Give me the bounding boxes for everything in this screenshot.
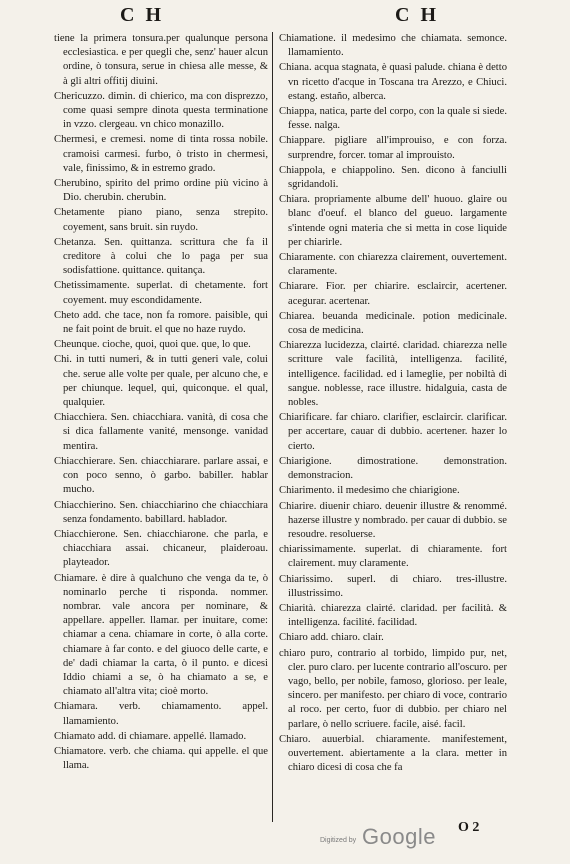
- dictionary-entry: Chiamare. è dire à qualchuno che venga da te, ò nominarlo perche ti risponda. nommer. nombrar. vale ancora per nominare, & appellare. appeller. llamar. per inuitare, come: chiamar a cena. chiamare in corte, ò alla corte. chiamare à far conto. e del giuoco delle carte, e de' dadi chiamar la carta, ò il punto. e dicesi Iddio chiami a se, ò ha chiamato a se, e chiamato all'altra vita; cioè morto.: [54, 572, 268, 698]
- dictionary-entry: Chiacchiera. Sen. chiacchiara. vanità, di cosa che si dica fallamente vanité, mensonge. vanidad mentira.: [54, 412, 268, 452]
- dictionary-entry: Chiarezza lucidezza, clairté. claridad. chiarezza nelle scritture vale facilità, intelligenza. facilité, intelligence. facilidad. ed i lameglie, per nobiltà di sangue. noblesse, race illustre. hidalguia, casta de nobles.: [279, 340, 507, 409]
- dictionary-entry: Chiarità. chiarezza clairté. claridad. per facilità. & intelligenza. facilité. facilidad.: [279, 602, 507, 629]
- dictionary-entry: Chetissimamente. superlat. di chetamente. fort coyement. muy escondidamente.: [54, 280, 268, 306]
- dictionary-entry: Chiarea. beuanda medicinale. potion medicinale. cosa de medicina.: [279, 310, 507, 337]
- digitization-watermark: [320, 826, 460, 856]
- dictionary-entry: Chiappa, natica, parte del corpo, con la quale si siede. fesse. nalga.: [279, 106, 507, 132]
- dictionary-entry: Cheunque. cioche, quoi, quoi que. que, lo que.: [54, 339, 251, 351]
- dictionary-entry: Chetanza. Sen. quittanza. scrittura che fa il creditore à colui che lo paga per sua sodisfattione. quittance. quitança.: [54, 236, 268, 277]
- column-divider: [272, 32, 273, 822]
- dictionary-entry: Chiappola, e chiappolino. Sen. dicono à fanciulli sgridandoli.: [279, 164, 507, 191]
- dictionary-entry: Cherubino, spirito del primo ordine più vicino à Dio. cherubin. cherubin.: [54, 178, 268, 204]
- dictionary-entry: tiene la primera tonsura.per qualunque persona ecclesiastica. e per quegli che, senz' hauer alcun ordine, ò tonsura, serue in chiesa alle messe, & à gli altri offitij diuini.: [54, 33, 268, 87]
- header-left: C H: [120, 4, 164, 26]
- dictionary-entry: Chiacchierone. Sen. chiacchiarone. che parla, e chiacchiara assai. chicaneur, plaideroau. playteador.: [54, 528, 268, 569]
- dictionary-entry: Chiarare. Fior. per chiarire. esclaircir, acertener. acegurar. acertenar.: [279, 281, 507, 307]
- dictionary-entry: Chiacchierare. Sen. chiacchiarare. parlare assai, e con poco senno, ò garbo. babiller. hablar mucho.: [54, 455, 268, 496]
- header-right: C H: [395, 4, 439, 26]
- dictionary-entry: Chiappare. pigliare all'improuiso, e con forza. surprendre, forcer. tomar al improuisto.: [279, 135, 507, 161]
- dictionary-entry: Chiarificare. far chiaro. clarifier, esclaircir. clarificar. per accertare, cauar di dubbio. acertener. hazer lo cierto.: [279, 412, 507, 452]
- dictionary-entry: Chiarigione. dimostratione. demonstration. demonstracion.: [279, 455, 507, 482]
- dictionary-entry: Chiacchierino. Sen. chiacchiarino che chiacchiara senza fondamento. babillard. hablador.: [54, 499, 268, 525]
- dictionary-entry: Chiarissimo. superl. di chiaro. tres-illustre. illustrissimo.: [279, 573, 507, 599]
- left-column: [54, 32, 268, 774]
- running-header: [0, 4, 570, 30]
- dictionary-entry: Chermesi, e cremesi. nome di tinta rossa nobile. cramoisi carmesi. furbo, ò tristo in chermesi, vale, finissimo, & in estremo grado.: [54, 134, 268, 174]
- google-logo: Google: [362, 824, 436, 849]
- dictionary-entry: Chiana. acqua stagnata, è quasi palude. chiana è detto vn ricetto d'acque in Toscana tra Arezzo, e Chiuci. estang. estaño, alberca.: [279, 62, 507, 102]
- right-column: [279, 32, 507, 776]
- dictionary-entry: Cheto add. che tace, non fa romore. paisible, qui ne fait point de bruit. el que no haze ruydo.: [54, 309, 268, 336]
- dictionary-entry: Chericuzzo. dimin. di chierico, ma con disprezzo, come quasi sempre dinota questa terminatione in vzzo. clergeau. vn chico monazillo.: [54, 90, 268, 131]
- dictionary-entry: Chi. in tutti numeri, & in tutti generi vale, colui che. serue alle volte per quale, per alcuno che, e per chiunque. lequel, qui, quiconque. el qual, qualquier.: [54, 354, 268, 409]
- dictionary-entry: Chiara. propriamente albume dell' huouo. glaire ou blanc d'oeuf. el blanco del gueuo. largamente s'intende ogni materia che si metta in cose liquide per chiarirle.: [279, 194, 507, 248]
- dictionary-entry: Chiamato add. di chiamare. appellé. llamado.: [54, 730, 247, 742]
- dictionary-entry: Chiamatione. il medesimo che chiamata. semonce. llamamiento.: [279, 33, 507, 59]
- dictionary-entry: Chiamatore. verb. che chiama. qui appelle. el que llama.: [54, 745, 268, 772]
- dictionary-entry: Chiarire. diuenir chiaro. deuenir illustre & renommé. hazerse illustre y nombrado. per cauar di dubbio. se resoudre. resoluerse.: [279, 500, 507, 540]
- dictionary-entry: Chiaro add. chiaro. clair.: [279, 632, 384, 644]
- dictionary-entry: Chiaro. auuerbial. chiaramente. manifestement, ouvertement. abiertamente a la clara. metter in chiaro dicesi di cosa che fa: [279, 733, 507, 774]
- dictionary-entry: Chetamente piano piano, senza strepito. coyement, sans bruit. sin ruydo.: [54, 207, 268, 233]
- dictionary-entry: Chiarimento. il medesimo che chiarigione.: [279, 485, 460, 497]
- catchword: O 2: [458, 820, 480, 835]
- digitized-by-text: Digitized by: [320, 837, 357, 844]
- dictionary-entry: Chiaramente. con chiarezza clairement, ouvertement. claramente.: [279, 252, 507, 278]
- dictionary-entry: chiarissimamente. superlat. di chiaramente. fort clairement. muy claramente.: [279, 544, 507, 570]
- dictionary-entry: chiaro puro, contrario al torbido, limpido pur, net, cler. puro claro. per lucente contrario all'oscuro. per vago, bello, per nobile, famoso, glorioso. per leale, sincero. per manifesto. per chiaro di voce, contrario al roco. per certo, fuor di dubbio. per chiaro nel parlare, ò nello scriuere. facile, aisé. facil.: [279, 647, 507, 730]
- dictionary-entry: Chiamara. verb. chiamamento. appel. llamamiento.: [54, 701, 268, 727]
